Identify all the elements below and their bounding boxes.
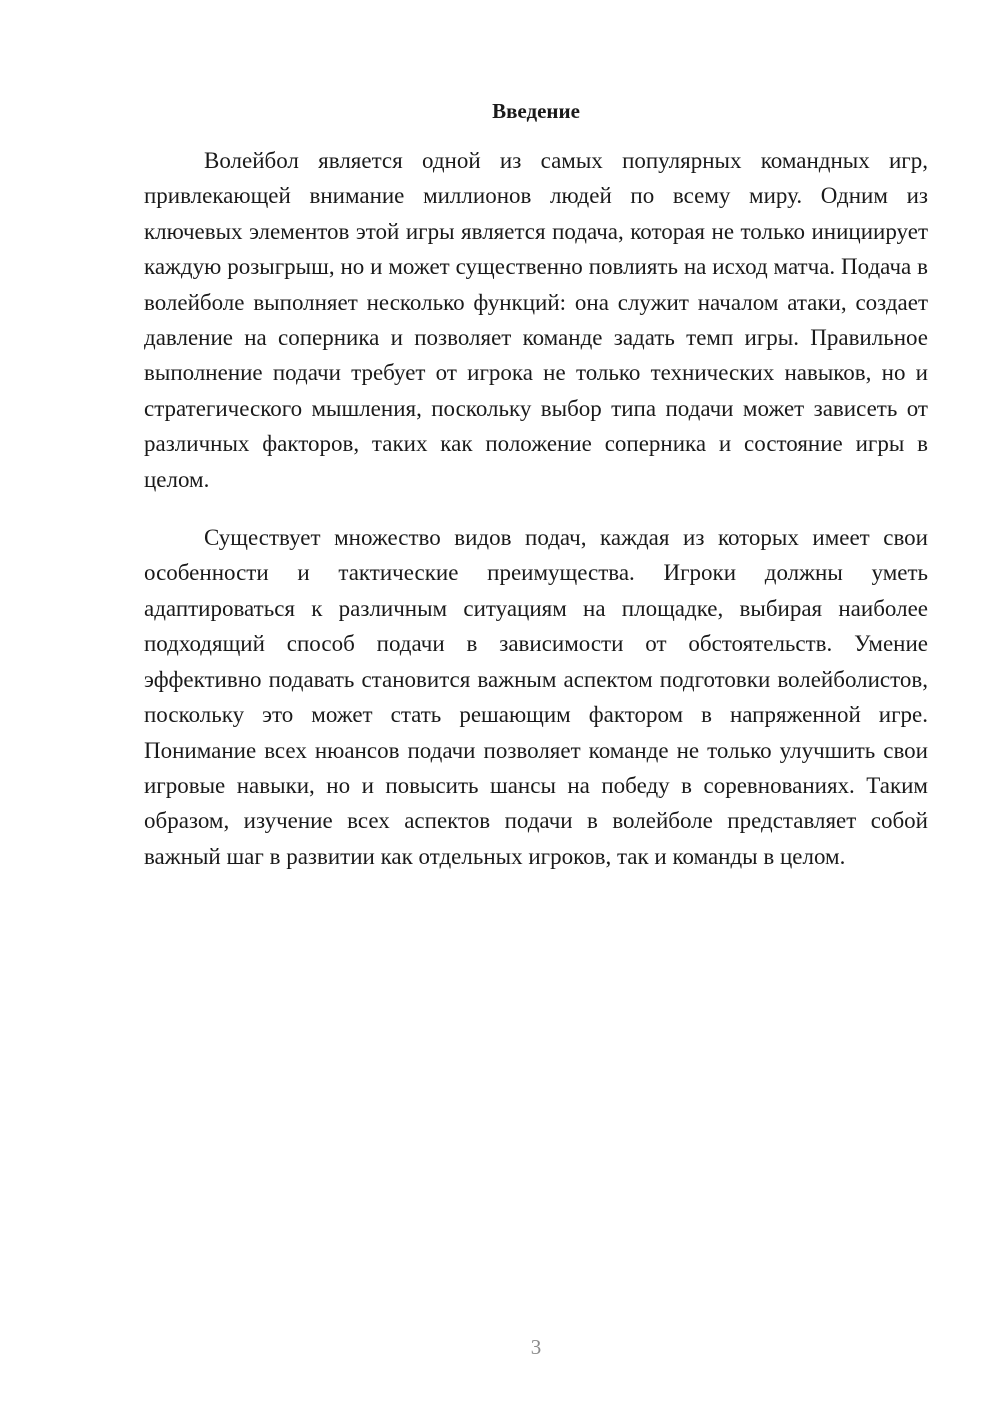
paragraph-1: Волейбол является одной из самых популярных командных игр, привлекающей внимание миллионов людей по всему миру. Одним из ключевых элементов этой игры является подача, которая не только инициирует каждую розыгрыш, но и может существенно повлиять на исход матча. Подача в волейболе выполняет несколько функций: она служит началом атаки, создает давление на соперника и позволяет команде задать темп игры. Правильное выполнение подачи требует от игрока не только технических навыков, но и стратегического мышления, поскольку выбор типа подачи может зависеть от различных факторов, таких как положение соперника и состояние игры в целом. — [144, 148, 928, 492]
document-body — [144, 143, 928, 897]
page-title: Введение — [492, 99, 580, 123]
paragraph-2: Существует множество видов подач, каждая из которых имеет свои особенности и тактические преимущества. Игроки должны уметь адаптироваться к различным ситуациям на площадке, выбирая наиболее подходящий способ подачи в зависимости от обстоятельств. Умение эффективно подавать становится важным аспектом подготовки волейболистов, поскольку это может стать решающим фактором в напряженной игре. Понимание всех нюансов подачи позволяет команде не только улучшить свои игровые навыки, но и повысить шансы на победу в соревнованиях. Таким образом, изучение всех аспектов подачи в волейболе представляет собой важный шаг в развитии как отдельных игроков, так и команды в целом. — [144, 525, 928, 869]
page-number: 3 — [530, 1335, 542, 1359]
